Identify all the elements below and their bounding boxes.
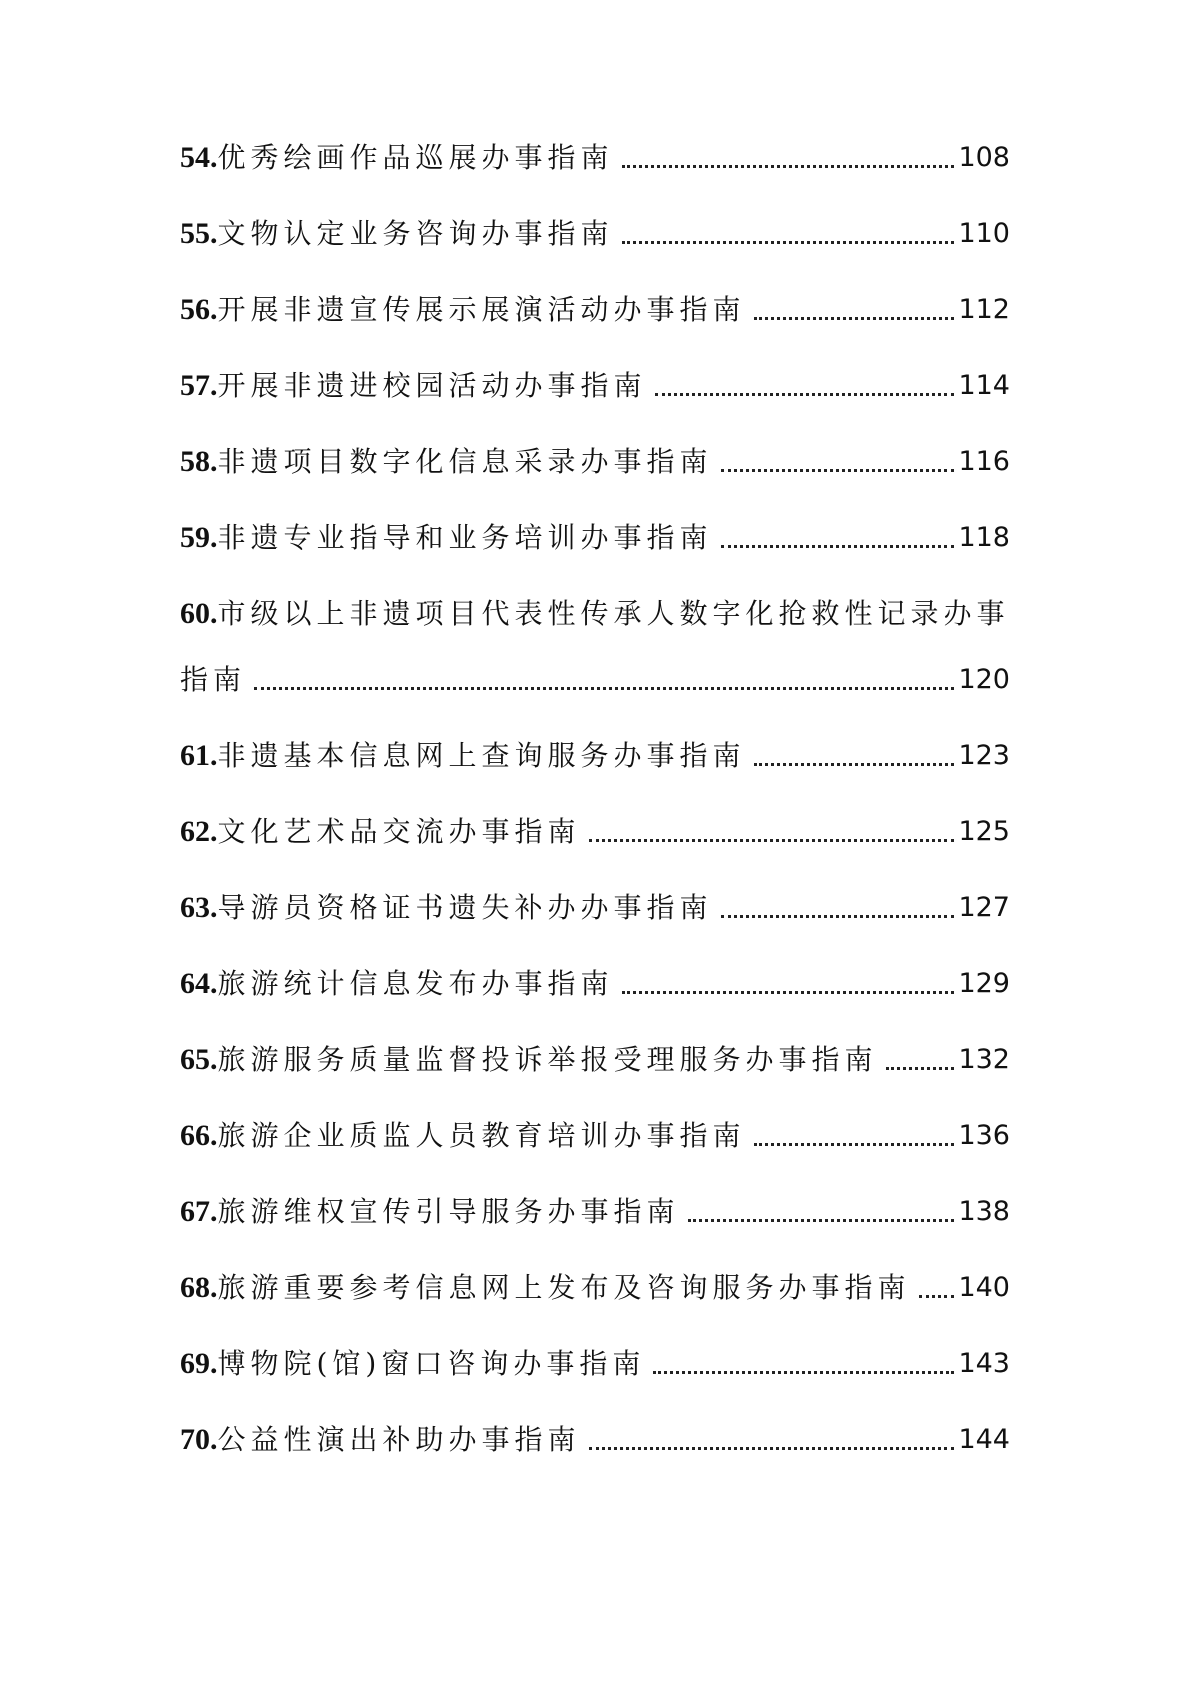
entry-title: 开展非遗进校园活动办事指南 [217, 369, 647, 402]
entry-number: 60. [180, 597, 218, 630]
entry-title: 博物院(馆)窗口咨询办事指南 [217, 1347, 646, 1380]
entry-number: 70. [180, 1423, 218, 1456]
entry-title-continued: 指南 [180, 663, 247, 696]
toc-entry[interactable] [180, 1194, 1010, 1230]
dot-leader [589, 839, 955, 842]
entry-page: 118 [958, 522, 1010, 553]
entry-number: 63. [180, 891, 218, 924]
toc-entry[interactable] [180, 1346, 1010, 1382]
dot-leader [754, 1143, 955, 1146]
entry-number: 57. [180, 369, 218, 402]
entry-number: 69. [180, 1347, 218, 1380]
entry-page: 129 [958, 968, 1010, 999]
entry-number: 58. [180, 445, 218, 478]
dot-leader [653, 1371, 954, 1374]
dot-leader [754, 317, 955, 320]
entry-title: 开展非遗宣传展示展演活动办事指南 [217, 293, 746, 326]
entry-number: 61. [180, 739, 218, 772]
dot-leader [721, 469, 955, 472]
entry-page: 114 [958, 370, 1010, 401]
dot-leader [622, 241, 955, 244]
entry-title: 非遗基本信息网上查询服务办事指南 [217, 739, 746, 772]
entry-page: 125 [958, 816, 1010, 847]
toc-entry[interactable] [180, 596, 1010, 698]
entry-title: 旅游企业质监人员教育培训办事指南 [217, 1119, 746, 1152]
entry-page: 132 [958, 1044, 1010, 1075]
entry-page: 144 [958, 1424, 1010, 1455]
entry-title: 文物认定业务咨询办事指南 [217, 217, 614, 250]
entry-page: 120 [958, 664, 1010, 695]
entry-number: 66. [180, 1119, 218, 1152]
toc-entry[interactable] [180, 368, 1010, 404]
entry-title: 导游员资格证书遗失补办办事指南 [217, 891, 713, 924]
toc-entry[interactable] [180, 1270, 1010, 1306]
entry-number: 64. [180, 967, 218, 1000]
entry-number: 55. [180, 217, 218, 250]
entry-title: 文化艺术品交流办事指南 [217, 815, 581, 848]
entry-page: 127 [958, 892, 1010, 923]
dot-leader [655, 393, 955, 396]
dot-leader [622, 991, 955, 994]
dot-leader [254, 687, 954, 690]
entry-page: 143 [958, 1348, 1010, 1379]
toc-entry[interactable] [180, 520, 1010, 556]
entry-page: 123 [958, 740, 1010, 771]
toc-entry[interactable] [180, 890, 1010, 926]
dot-leader [886, 1067, 955, 1070]
toc-entry[interactable] [180, 966, 1010, 1002]
dot-leader [622, 165, 955, 168]
entry-title: 市级以上非遗项目代表性传承人数字化抢救性记录办事 [217, 597, 1010, 630]
toc-entry[interactable] [180, 1118, 1010, 1154]
table-of-contents [180, 140, 1010, 1498]
entry-page: 116 [958, 446, 1010, 477]
entry-title: 非遗专业指导和业务培训办事指南 [217, 521, 713, 554]
entry-title: 旅游重要参考信息网上发布及咨询服务办事指南 [217, 1271, 911, 1304]
entry-number: 67. [180, 1195, 218, 1228]
toc-entry[interactable] [180, 1042, 1010, 1078]
toc-entry[interactable] [180, 444, 1010, 480]
toc-entry[interactable] [180, 216, 1010, 252]
entry-number: 59. [180, 521, 218, 554]
dot-leader [721, 915, 955, 918]
entry-title: 旅游维权宣传引导服务办事指南 [217, 1195, 680, 1228]
toc-entry[interactable] [180, 814, 1010, 850]
entry-number: 68. [180, 1271, 218, 1304]
entry-number: 65. [180, 1043, 218, 1076]
toc-entry[interactable] [180, 1422, 1010, 1458]
entry-number: 62. [180, 815, 218, 848]
entry-page: 136 [958, 1120, 1010, 1151]
entry-page: 110 [958, 218, 1010, 249]
entry-number: 54. [180, 141, 218, 174]
entry-title: 非遗项目数字化信息采录办事指南 [217, 445, 713, 478]
entry-page: 108 [958, 142, 1010, 173]
entry-page: 112 [958, 294, 1010, 325]
entry-title: 旅游统计信息发布办事指南 [217, 967, 614, 1000]
dot-leader [919, 1295, 955, 1298]
dot-leader [688, 1219, 955, 1222]
entry-page: 140 [958, 1272, 1010, 1303]
toc-entry[interactable] [180, 738, 1010, 774]
entry-page: 138 [958, 1196, 1010, 1227]
dot-leader [589, 1447, 955, 1450]
entry-title: 优秀绘画作品巡展办事指南 [217, 141, 614, 174]
entry-title: 公益性演出补助办事指南 [217, 1423, 581, 1456]
toc-entry[interactable] [180, 292, 1010, 328]
dot-leader [721, 545, 955, 548]
entry-number: 56. [180, 293, 218, 326]
entry-title: 旅游服务质量监督投诉举报受理服务办事指南 [217, 1043, 878, 1076]
toc-entry[interactable] [180, 140, 1010, 176]
dot-leader [754, 763, 955, 766]
